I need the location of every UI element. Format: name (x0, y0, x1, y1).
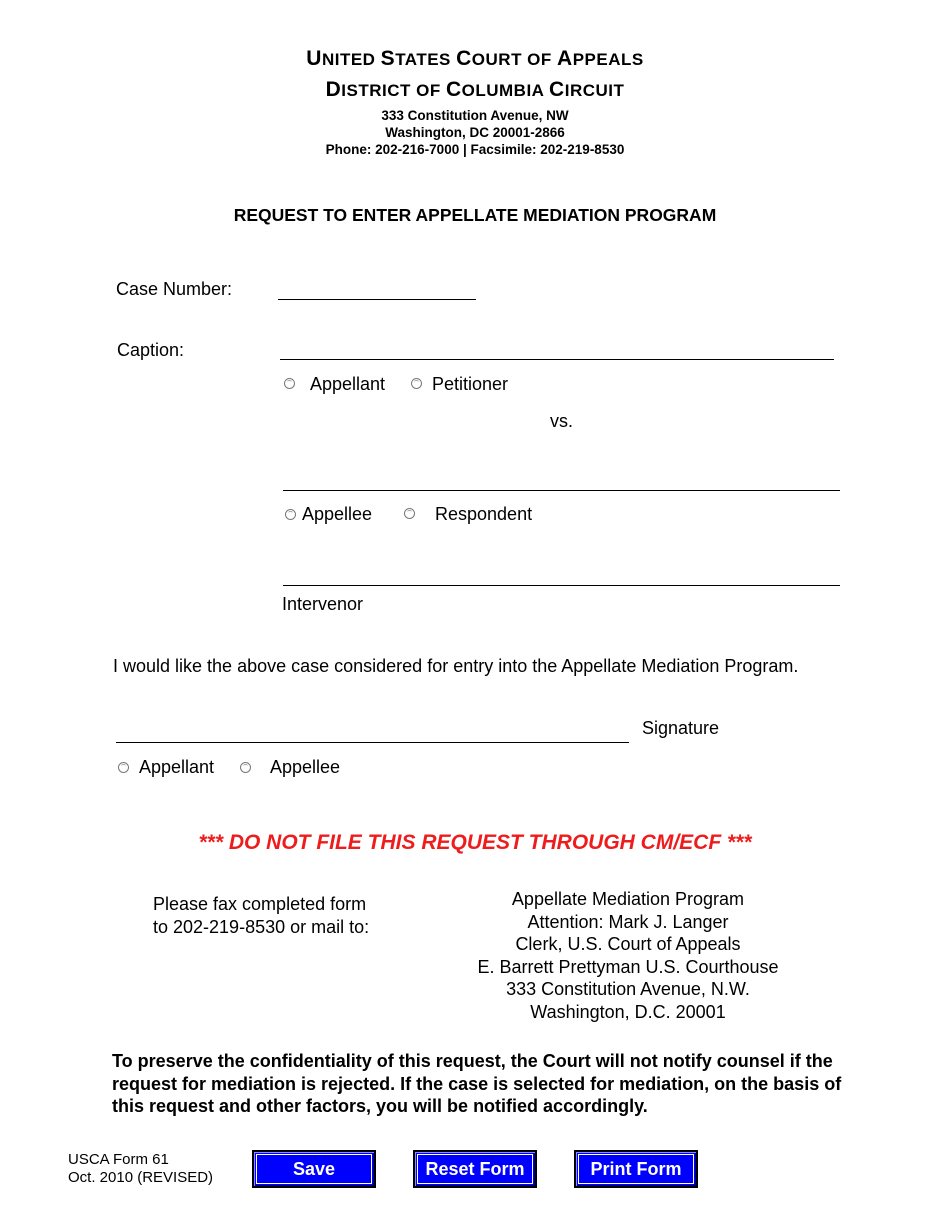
circuit-name-part: D (325, 78, 342, 101)
signature-label: Signature (642, 718, 720, 738)
signer-appellant-label: Appellant (139, 757, 215, 777)
respondent-radio[interactable] (404, 508, 415, 519)
respondent-label: Respondent (435, 504, 533, 524)
appellant-radio[interactable] (284, 378, 295, 389)
court-phone: Phone: 202-216-7000 | Facsimile: 202-219-8530 (325, 142, 625, 157)
print-form-button[interactable] (574, 1150, 698, 1188)
caption-party2-input[interactable] (283, 490, 840, 491)
appellee-radio[interactable] (285, 509, 296, 520)
confidentiality-notice: To preserve the confidentiality of this request, the Court will not notify counsel if the request for mediation is rejected. If the case is selected for mediation, on the basis of this request and other factors, you will be notified accordingly. (112, 1051, 842, 1116)
court-name-part: OURT OF (471, 50, 558, 69)
circuit-name (0, 78, 950, 102)
court-name-part: A (557, 47, 573, 70)
court-name (0, 47, 950, 71)
form-id: USCA Form 61 (68, 1151, 169, 1168)
address-line: Attention: Mark J. Langer (527, 911, 729, 932)
save-button[interactable] (252, 1150, 376, 1188)
form-revision: Oct. 2010 (REVISED) (68, 1169, 214, 1186)
court-name-part: PPEALS (572, 50, 644, 69)
circuit-name-part: IRCUIT (564, 81, 625, 100)
circuit-name-part: C (549, 78, 565, 101)
appellee-label: Appellee (302, 504, 373, 524)
petitioner-label: Petitioner (432, 374, 509, 394)
signer-appellee-label: Appellee (270, 757, 341, 777)
signer-appellant-radio[interactable] (118, 762, 129, 773)
address-line: 333 Constitution Avenue, N.W. (506, 979, 750, 999)
case-number-label: Case Number: (116, 279, 233, 299)
caption-label: Caption: (117, 340, 185, 360)
appellant-label: Appellant (310, 374, 386, 394)
fax-line: to 202-219-8530 or mail to: (153, 916, 370, 937)
circuit-name-part: C (445, 78, 462, 101)
signature-input[interactable] (116, 742, 629, 743)
court-name-part: NITED (321, 50, 381, 69)
court-name-part: S (380, 47, 396, 70)
save-button-label: Save (292, 1158, 336, 1179)
intervenor-label: Intervenor (282, 594, 364, 614)
signer-appellee-radio[interactable] (240, 762, 251, 773)
address-line: Washington, D.C. 20001 (530, 1001, 726, 1022)
fax-line: Please fax completed form (153, 894, 367, 914)
court-address-line1: 333 Constitution Avenue, NW (381, 108, 569, 123)
case-number-input[interactable] (278, 299, 476, 300)
address-line: Clerk, U.S. Court of Appeals (515, 934, 741, 954)
mailing-address (428, 888, 828, 1023)
fax-instructions (153, 893, 369, 938)
petitioner-radio[interactable] (411, 378, 422, 389)
versus-label: vs. (550, 411, 574, 431)
form-identifier (68, 1151, 213, 1187)
reset-button-label: Reset Form (425, 1158, 525, 1179)
court-name-part: U (306, 47, 322, 70)
circuit-name-part: OLUMBIA (461, 81, 550, 100)
reset-form-button[interactable] (413, 1150, 537, 1188)
court-name-part: C (456, 47, 472, 70)
page-title: REQUEST TO ENTER APPELLATE MEDIATION PROGRAM (233, 205, 717, 225)
circuit-name-part: ISTRICT OF (341, 81, 446, 100)
print-button-label: Print Form (590, 1158, 682, 1179)
cmecf-warning: *** DO NOT FILE THIS REQUEST THROUGH CM/ECF *** (198, 831, 752, 854)
request-statement: I would like the above case considered for entry into the Appellate Mediation Program. (113, 656, 799, 676)
court-name-part: TATES (395, 50, 457, 69)
caption-party1-input[interactable] (280, 359, 834, 360)
address-line: E. Barrett Prettyman U.S. Courthouse (477, 956, 779, 977)
address-line: Appellate Mediation Program (511, 889, 745, 909)
intervenor-input[interactable] (283, 585, 840, 586)
court-address-line2: Washington, DC 20001-2866 (385, 125, 565, 140)
